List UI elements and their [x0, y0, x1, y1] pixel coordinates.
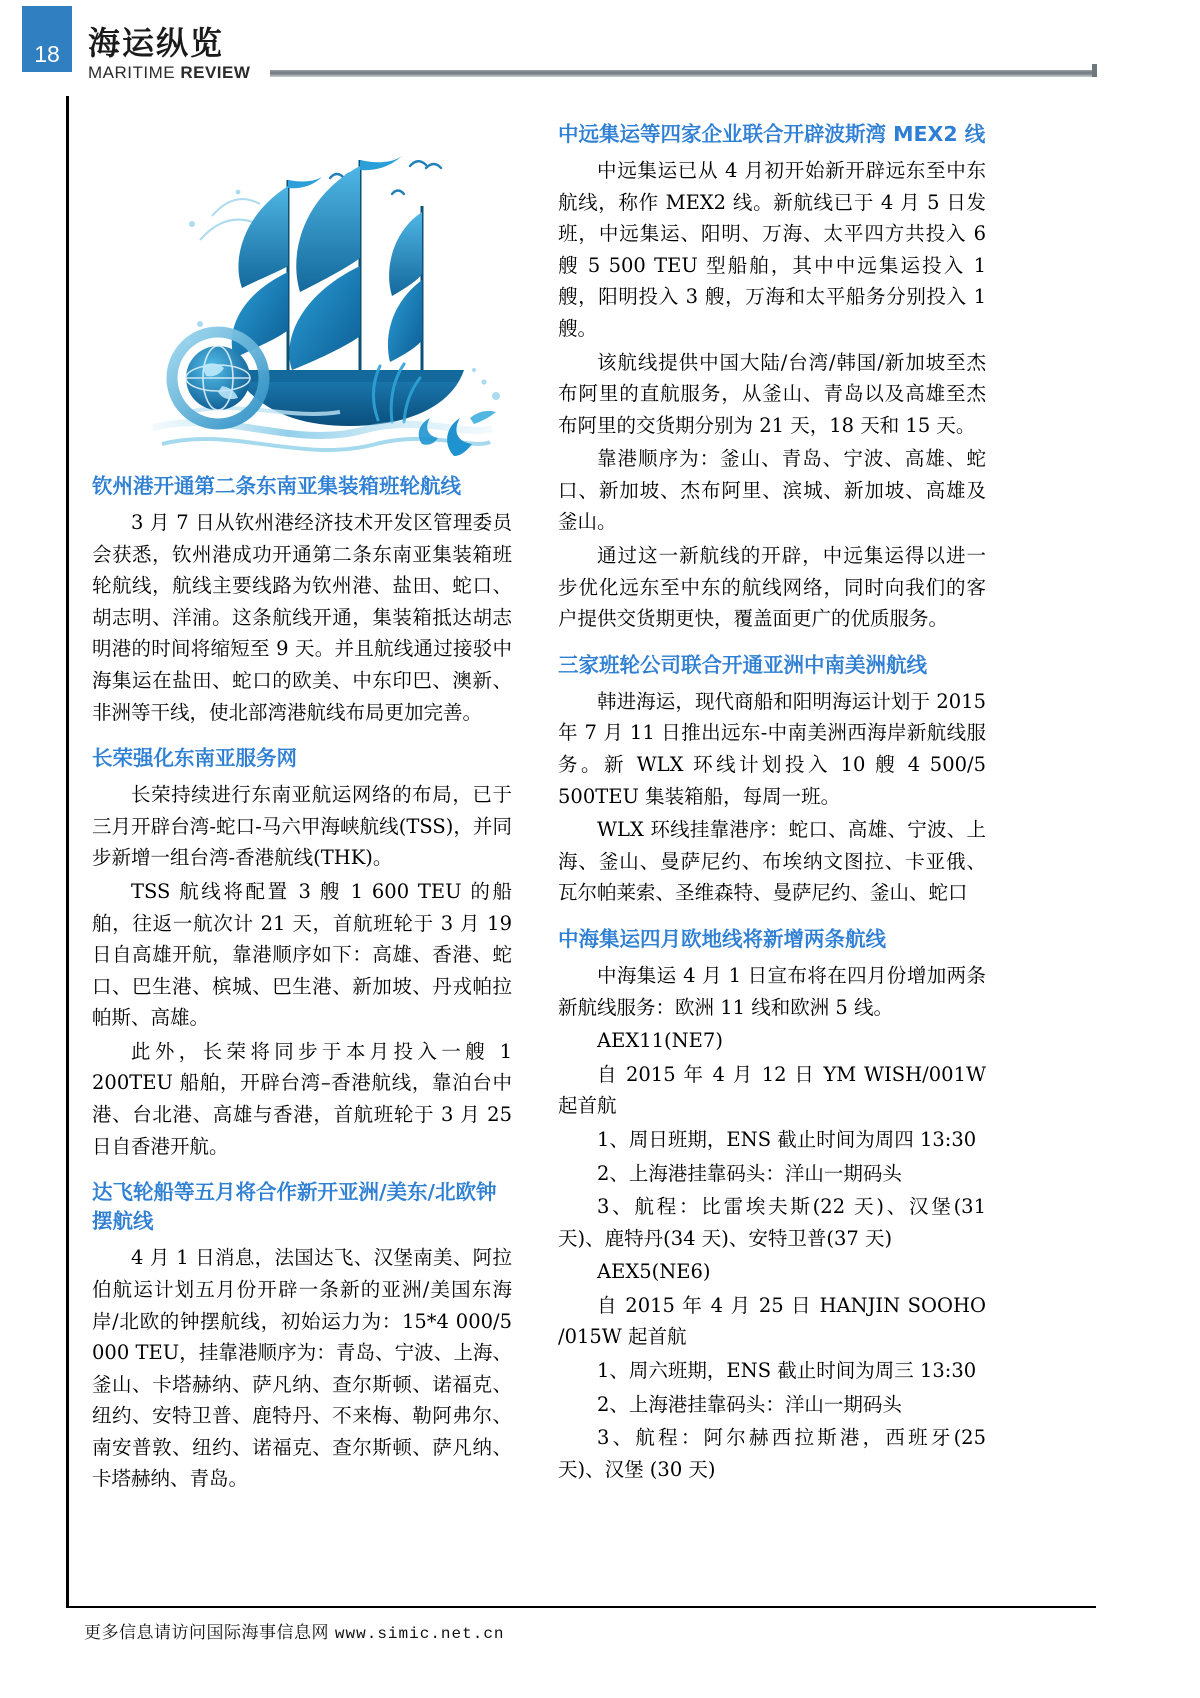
sailing-ship-globe-dolphin-icon [92, 120, 512, 460]
article-paragraph: 3 月 7 日从钦州港经济技术开发区管理委员会获悉，钦州港成功开通第二条东南亚集装箱班轮航线，航线主要线路为钦州港、盐田、蛇口、胡志明、洋浦。这条航线开通，集装箱抵达胡志明港的时间将缩短至 9 天。并且航线通过接驳中海集运在盐田、蛇口的欧美、中东印巴、澳新、非洲等干线，使北部湾港航线布局更加完善。 [92, 511, 512, 724]
subsection-label-aex5: AEX5(NE6) [597, 1260, 711, 1284]
article-paragraph: 该航线提供中国大陆/台湾/韩国/新加坡至杰布阿里的直航服务，从釜山、青岛以及高雄至杰布阿里的交货期分别为 21 天，18 天和 15 天。 [558, 350, 986, 437]
article-paragraph: 靠港顺序为：釜山、青岛、宁波、高雄、蛇口、新加坡、杰布阿里、滨城、新加坡、高雄及釜山。 [558, 447, 986, 534]
article-paragraph: TSS 航线将配置 3 艘 1 600 TEU 的船舶，往返一航次计 21 天，首航班轮于 3 月 19 日自高雄开航，靠港顺序如下：高雄、香港、蛇口、巴生港、槟城、巴生港、新加坡、丹戎帕拉帕斯、高雄。 [92, 880, 512, 1030]
subsection-line: 3、航程：阿尔赫西拉斯港，西班牙(25 天)、汉堡 (30 天) [558, 1426, 986, 1481]
left-column [92, 120, 512, 1497]
article-title-6: 中海集运四月欧地线将新增两条航线 [558, 926, 886, 951]
article-title-1: 钦州港开通第二条东南亚集装箱班轮航线 [92, 474, 461, 498]
article-paragraph: 通过这一新航线的开辟，中远集运得以进一步优化远东至中东的航线网络，同时向我们的客户提供交货期更快，覆盖面更广的优质服务。 [558, 544, 986, 631]
masthead-title-english-light: MARITIME [88, 63, 181, 82]
subsection-line: 1、周六班期，ENS 截止时间为周三 13:30 [597, 1358, 977, 1382]
right-column [558, 120, 986, 1487]
subsection-line: 3、航程：比雷埃夫斯(22 天)、汉堡(31 天)、鹿特丹(34 天)、安特卫普(37 天) [558, 1195, 986, 1250]
subsection-line: 自 2015 年 4 月 25 日 HANJIN SOOHO /015W 起首航 [558, 1293, 986, 1349]
article-title-3: 达飞轮船等五月将合作新开亚洲/美东/北欧钟摆航线 [92, 1180, 497, 1234]
page-header [0, 0, 1200, 96]
footer-note [84, 1618, 505, 1643]
spacer [558, 637, 986, 651]
masthead-title-english-bold: REVIEW [180, 63, 251, 82]
footer-note-label: 更多信息请访问国际海事信息网 [84, 1623, 335, 1643]
page-number: 18 [22, 6, 72, 72]
article-paragraph: 4 月 1 日消息，法国达飞、汉堡南美、阿拉伯航运计划五月份开辟一条新的亚洲/美国东海岸/北欧的钟摆航线，初始运力为：15*4 000/5 000 TEU，挂靠港顺序为：青岛、宁波、上海、釜山、卡塔赫纳、萨凡纳、查尔斯顿、诺福克、纽约、安特卫普、鹿特丹、不来梅、勒阿弗尔、南安普敦、纽约、诺福克、查尔斯顿、萨凡纳、卡塔赫纳、青岛。 [92, 1246, 512, 1491]
footer-url: www.simic.net.cn [334, 1625, 505, 1643]
left-margin-rule [66, 96, 69, 1606]
article-title-2: 长荣强化东南亚服务网 [92, 746, 297, 771]
masthead-title-chinese: 海运纵览 [88, 24, 225, 62]
article-paragraph: WLX 环线挂靠港序：蛇口、高雄、宁波、上海、釜山、曼萨尼约、布埃纳文图拉、卡亚俄、瓦尔帕莱索、圣维森特、曼萨尼约、釜山、蛇口 [558, 818, 986, 905]
article-paragraph: 中远集运已从 4 月初开始新开辟远东至中东航线，称作 MEX2 线。新航线已于 4 月 5 日发班，中远集运、阳明、万海、太平四方共投入 6 艘 5 500 TEU 型船舶，其中中远集运投入 1 艘，阳明投入 3 艘，万海和太平船务分别投入 1 艘。 [558, 159, 986, 340]
article-title-4: 中远集运等四家企业联合开辟波斯湾 MEX2 线 [558, 122, 986, 146]
article-paragraph: 中海集运 4 月 1 日宣布将在四月份增加两条新航线服务：欧洲 11 线和欧洲 5 线。 [558, 964, 986, 1019]
subsection-line: 2、上海港挂靠码头：洋山一期码头 [597, 1161, 902, 1185]
header-divider-rule [270, 70, 1095, 77]
header-divider-cap [1092, 64, 1097, 77]
spacer [558, 911, 986, 925]
spacer [92, 730, 512, 744]
masthead-title-english [88, 63, 250, 83]
subsection-label-aex11: AEX11(NE7) [597, 1029, 723, 1053]
footer-divider-rule [66, 1606, 1096, 1608]
subsection-line: 2、上海港挂靠码头：洋山一期码头 [597, 1392, 902, 1416]
article-paragraph: 韩进海运，现代商船和阳明海运计划于 2015 年 7 月 11 日推出远东-中南美洲西海岸新航线服务。新 WLX 环线计划投入 10 艘 4 500/5 500TEU 集装箱船，每周一班。 [558, 689, 986, 808]
spacer [92, 1164, 512, 1178]
article-paragraph: 此外，长荣将同步于本月投入一艘 1 200TEU 船舶，开辟台湾–香港航线，靠泊台中港、台北港、高雄与香港，首航班轮于 3 月 25 日自香港开航。 [92, 1039, 512, 1158]
article-title-5: 三家班轮公司联合开通亚洲中南美洲航线 [558, 652, 927, 677]
subsection-line: 1、周日班期，ENS 截止时间为周四 13:30 [597, 1127, 977, 1151]
article-paragraph: 长荣持续进行东南亚航运网络的布局，已于三月开辟台湾-蛇口-马六甲海峡航线(TSS)，并同步新增一组台湾-香港航线(THK)。 [92, 783, 512, 870]
subsection-line: 自 2015 年 4 月 12 日 YM WISH/001W 起首航 [558, 1062, 986, 1118]
